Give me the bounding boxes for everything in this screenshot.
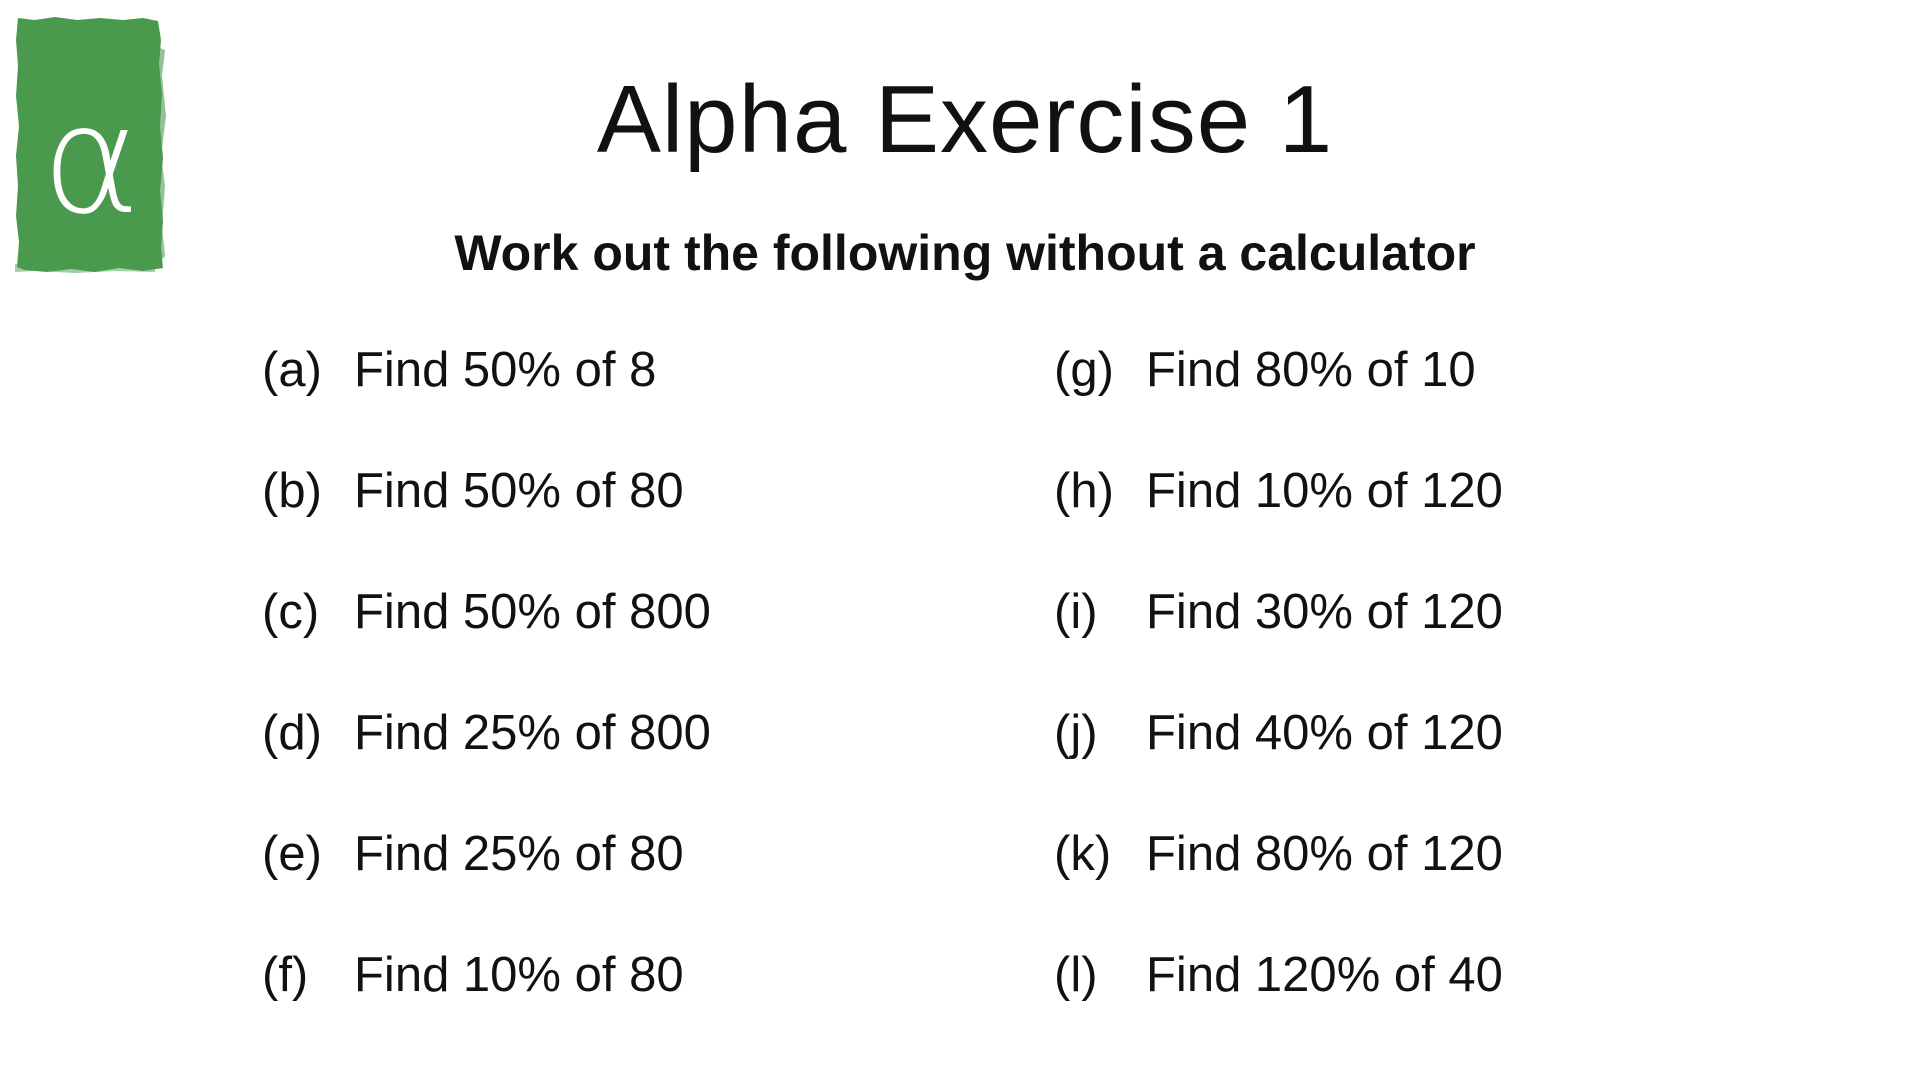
questions-left-column <box>262 340 711 1066</box>
question-text: Find 30% of 120 <box>1146 585 1503 639</box>
question-text: Find 120% of 40 <box>1146 948 1503 1002</box>
question-i <box>1054 582 1503 703</box>
question-label: (l) <box>1054 948 1098 1002</box>
question-label: (c) <box>262 585 320 639</box>
alpha-glyph: α <box>41 74 141 248</box>
question-label: (a) <box>262 343 322 397</box>
question-text: Find 10% of 120 <box>1146 464 1503 518</box>
page-title: Alpha Exercise 1 <box>596 66 1334 173</box>
questions-right-column <box>1054 340 1503 1066</box>
question-d <box>262 703 711 824</box>
instructions: Work out the following without a calculator <box>454 225 1476 281</box>
question-text: Find 50% of 8 <box>354 343 657 397</box>
question-label: (i) <box>1054 585 1098 639</box>
question-label: (j) <box>1054 706 1098 760</box>
question-f <box>262 945 711 1066</box>
question-text: Find 10% of 80 <box>354 948 684 1002</box>
question-text: Find 25% of 800 <box>354 706 711 760</box>
question-j <box>1054 703 1503 824</box>
question-text: Find 25% of 80 <box>354 827 684 881</box>
question-l <box>1054 945 1503 1066</box>
question-label: (b) <box>262 464 322 518</box>
question-label: (d) <box>262 706 322 760</box>
question-b <box>262 461 711 582</box>
question-label: (f) <box>262 948 309 1002</box>
question-text: Find 50% of 800 <box>354 585 711 639</box>
question-label: (g) <box>1054 343 1114 397</box>
question-c <box>262 582 711 703</box>
question-h <box>1054 461 1503 582</box>
question-text: Find 50% of 80 <box>354 464 684 518</box>
question-a <box>262 340 711 461</box>
question-label: (e) <box>262 827 322 881</box>
question-label: (k) <box>1054 827 1112 881</box>
question-e <box>262 824 711 945</box>
question-label: (h) <box>1054 464 1114 518</box>
question-text: Find 40% of 120 <box>1146 706 1503 760</box>
question-text: Find 80% of 120 <box>1146 827 1503 881</box>
question-k <box>1054 824 1503 945</box>
question-g <box>1054 340 1503 461</box>
question-text: Find 80% of 10 <box>1146 343 1476 397</box>
